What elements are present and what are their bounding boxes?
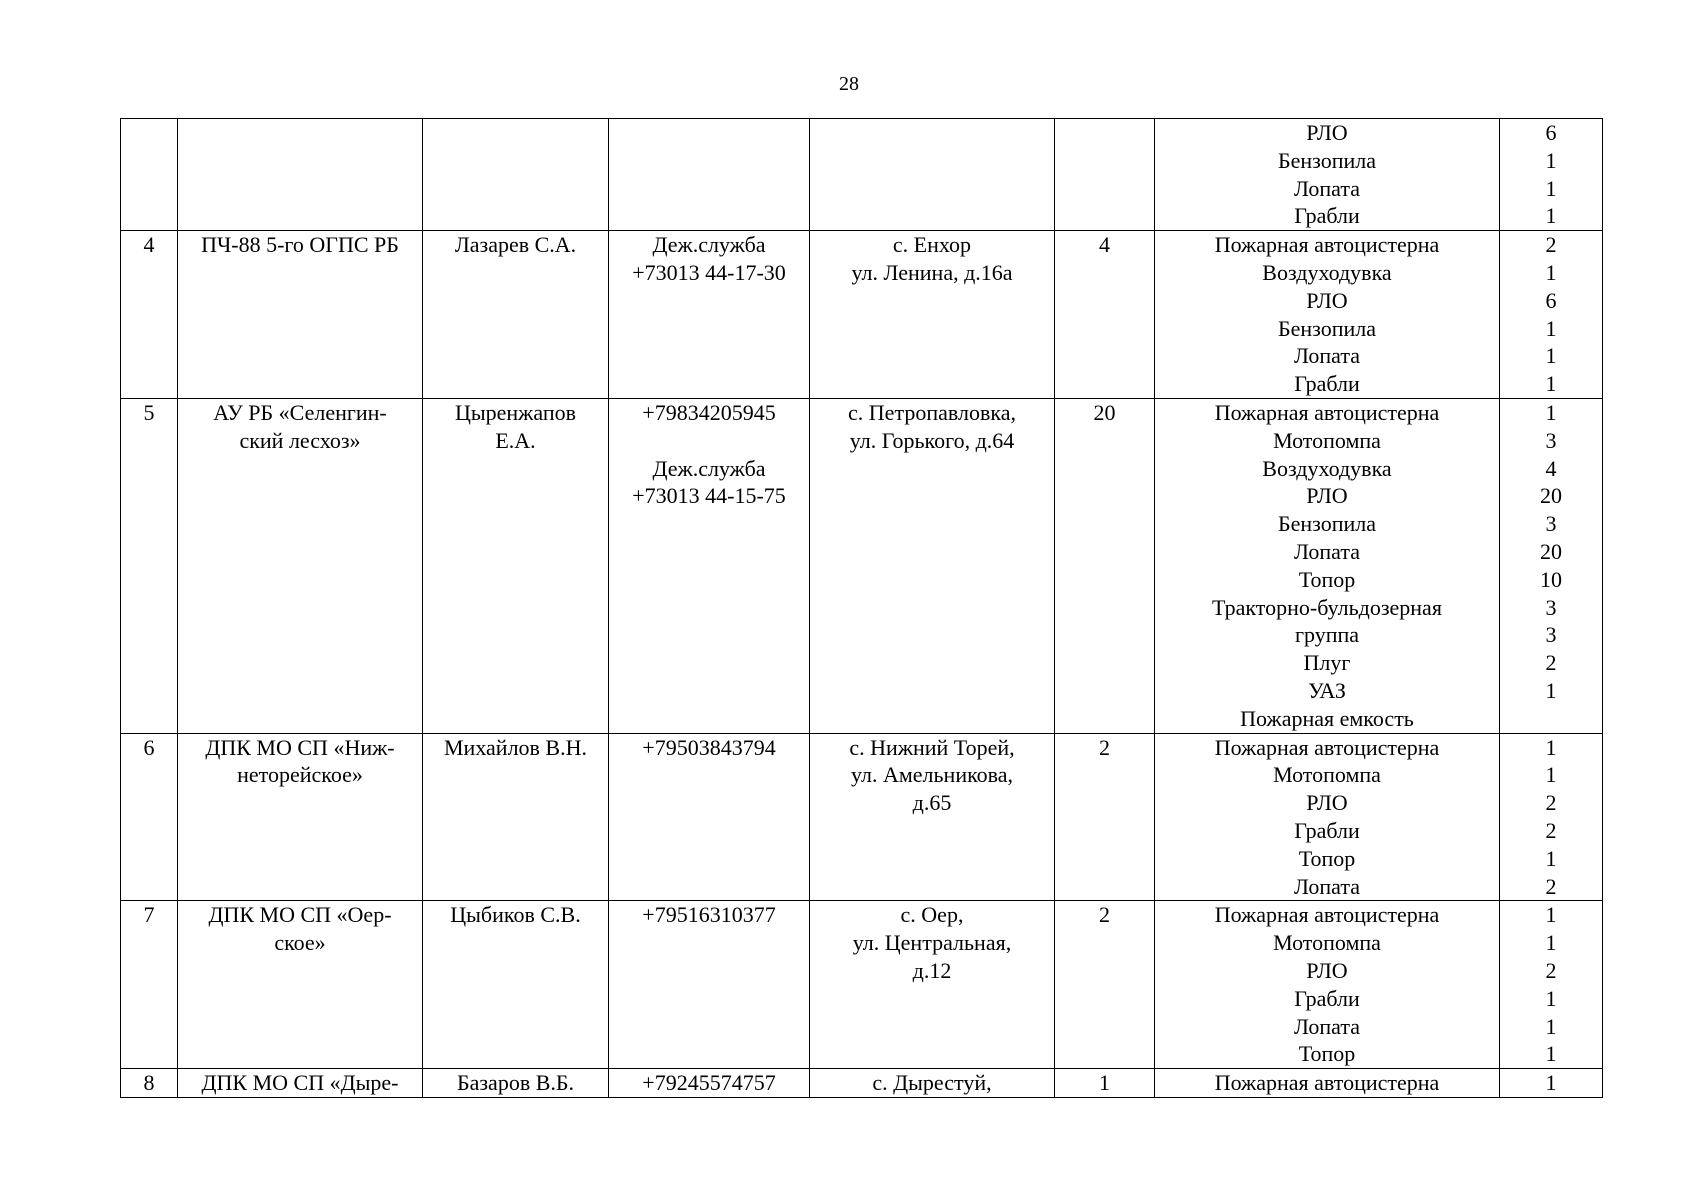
- head-name-cell: [423, 398, 609, 733]
- cell-line: Топор: [1298, 845, 1356, 871]
- cell-line: с. Петропавловка,: [848, 399, 1016, 425]
- equipment-cell: [1155, 1069, 1500, 1098]
- cell-value: 8: [143, 1070, 155, 1096]
- cell-line: 3: [1545, 511, 1557, 537]
- cell-line: 1: [1545, 902, 1557, 928]
- cell-line: РЛО: [1306, 790, 1348, 816]
- cell-line: ДПК МО СП «Ниж-: [205, 734, 395, 760]
- cell-line: Пожарная емкость: [1240, 705, 1414, 731]
- row-number-cell: [121, 1069, 178, 1098]
- cell-line: 2: [1545, 873, 1557, 899]
- cell-line: 1: [1545, 930, 1557, 956]
- cell-value: 2: [1099, 902, 1110, 928]
- head-name-cell: [423, 733, 609, 901]
- cell-line: неторейское»: [237, 762, 363, 788]
- quantity-cell: [1500, 733, 1603, 901]
- organization-cell: [178, 1069, 423, 1098]
- cell-line: АУ РБ «Селенгин-: [213, 399, 387, 425]
- phone-cell: [609, 119, 810, 231]
- cell-value: 20: [1093, 399, 1116, 425]
- address-cell: [810, 398, 1055, 733]
- cell-line: группа: [1294, 622, 1360, 648]
- cell-line: Пожарная автоцистерна: [1214, 399, 1440, 425]
- cell-line: ПЧ-88 5-го ОГПС РБ: [201, 232, 399, 258]
- table-row: [121, 733, 1603, 901]
- cell-line: Деж.служба: [652, 232, 766, 258]
- cell-line: 1: [1545, 1070, 1557, 1096]
- personnel-count-cell: [1055, 733, 1155, 901]
- table-row: [121, 231, 1603, 399]
- cell-line: УАЗ: [1308, 677, 1346, 703]
- equipment-cell: [1155, 231, 1500, 399]
- address-cell: [810, 231, 1055, 399]
- cell-line: 1: [1545, 371, 1557, 397]
- cell-line: Пожарная автоцистерна: [1214, 1070, 1440, 1096]
- cell-value: 4: [143, 232, 155, 258]
- cell-line: 1: [1545, 1041, 1557, 1067]
- cell-line: Михайлов В.Н.: [443, 734, 587, 760]
- phone-cell: [609, 1069, 810, 1098]
- cell-line: Лопата: [1294, 343, 1360, 369]
- cell-line: Мотопомпа: [1273, 427, 1381, 453]
- cell-line: +73013 44-17-30: [632, 259, 786, 285]
- cell-line: 2: [1545, 957, 1557, 983]
- cell-line: 1: [1545, 315, 1557, 341]
- quantity-cell: [1500, 901, 1603, 1069]
- cell-line: ское»: [274, 930, 326, 956]
- cell-line: д.65: [912, 790, 952, 816]
- cell-line: Базаров В.Б.: [456, 1070, 575, 1096]
- cell-line: ул. Амельникова,: [850, 762, 1014, 788]
- cell-line: 2: [1545, 790, 1557, 816]
- cell-line: Грабли: [1294, 817, 1360, 843]
- cell-line: 6: [1545, 287, 1557, 313]
- cell-line: Лопата: [1294, 175, 1360, 201]
- personnel-count-cell: [1055, 398, 1155, 733]
- personnel-count-cell: [1055, 1069, 1155, 1098]
- table-row: [121, 398, 1603, 733]
- cell-value: 1: [1099, 1070, 1110, 1096]
- phone-cell: [609, 901, 810, 1069]
- cell-line: 3: [1545, 427, 1557, 453]
- phone-cell: [609, 398, 810, 733]
- cell-value: [124, 119, 174, 147]
- cell-line: Е.А.: [495, 427, 536, 453]
- cell-line: 1: [1545, 845, 1557, 871]
- cell-line: Цыренжапов: [454, 399, 577, 425]
- cell-value: 6: [143, 734, 155, 760]
- address-cell: [810, 119, 1055, 231]
- row-number-cell: [121, 901, 178, 1069]
- address-cell: [810, 1069, 1055, 1098]
- cell-line: Пожарная автоцистерна: [1214, 902, 1440, 928]
- cell-value: 5: [143, 399, 155, 425]
- cell-line: +79516310377: [642, 902, 776, 928]
- cell-line: Бензопила: [1277, 511, 1377, 537]
- personnel-count-cell: [1055, 901, 1155, 1069]
- row-number-cell: [121, 231, 178, 399]
- head-name-cell: [423, 1069, 609, 1098]
- cell-line: Лопата: [1294, 873, 1360, 899]
- cell-line: 1: [1545, 1013, 1557, 1039]
- cell-line: Лопата: [1294, 1013, 1360, 1039]
- cell-line: 1: [1545, 203, 1557, 229]
- cell-line: Плуг: [1303, 650, 1351, 676]
- table-row: [121, 1069, 1603, 1098]
- cell-value: 4: [1099, 232, 1110, 258]
- cell-line: [1503, 705, 1599, 733]
- organization-cell: [178, 231, 423, 399]
- cell-line: 2: [1545, 650, 1557, 676]
- cell-line: РЛО: [1306, 957, 1348, 983]
- cell-line: 1: [1545, 734, 1557, 760]
- cell-line: 1: [1545, 343, 1557, 369]
- cell-line: 3: [1545, 594, 1557, 620]
- cell-line: 1: [1545, 259, 1557, 285]
- head-name-cell: [423, 901, 609, 1069]
- cell-line: 1: [1545, 762, 1557, 788]
- personnel-count-cell: [1055, 119, 1155, 231]
- quantity-cell: [1500, 398, 1603, 733]
- cell-line: [612, 427, 806, 455]
- cell-line: 20: [1540, 538, 1562, 564]
- cell-line: ский лесхоз»: [239, 427, 361, 453]
- cell-line: ул. Ленина, д.16а: [851, 259, 1013, 285]
- address-cell: [810, 901, 1055, 1069]
- cell-line: д.12: [912, 957, 952, 983]
- cell-line: +73013 44-15-75: [632, 483, 786, 509]
- equipment-cell: [1155, 733, 1500, 901]
- cell-line: Топор: [1298, 566, 1356, 592]
- cell-line: Пожарная автоцистерна: [1214, 232, 1440, 258]
- cell-line: 4: [1545, 455, 1557, 481]
- cell-value: [1058, 119, 1151, 147]
- cell-line: Мотопомпа: [1273, 930, 1381, 956]
- cell-line: Деж.служба: [652, 455, 766, 481]
- organization-cell: [178, 901, 423, 1069]
- cell-line: Топор: [1298, 1041, 1356, 1067]
- cell-line: +79503843794: [642, 734, 776, 760]
- quantity-cell: [1500, 119, 1603, 231]
- cell-line: Пожарная автоцистерна: [1214, 734, 1440, 760]
- page-number: 28: [839, 73, 859, 95]
- head-name-cell: [423, 231, 609, 399]
- phone-cell: [609, 733, 810, 901]
- organization-cell: [178, 398, 423, 733]
- cell-line: 20: [1540, 483, 1562, 509]
- cell-line: ДПК МО СП «Дыре-: [201, 1070, 399, 1096]
- cell-line: Воздуходувка: [1262, 259, 1392, 285]
- cell-line: с. Дырестуй,: [872, 1070, 992, 1096]
- cell-line: 1: [1545, 147, 1557, 173]
- cell-line: 2: [1545, 817, 1557, 843]
- cell-line: +79245574757: [642, 1070, 776, 1096]
- cell-line: 3: [1545, 622, 1557, 648]
- cell-value: 7: [143, 902, 155, 928]
- organization-cell: [178, 733, 423, 901]
- address-cell: [810, 733, 1055, 901]
- cell-line: 1: [1545, 175, 1557, 201]
- cell-line: ДПК МО СП «Оер-: [208, 902, 392, 928]
- head-name-cell: [423, 119, 609, 231]
- cell-line: 6: [1545, 120, 1557, 145]
- cell-line: 1: [1545, 399, 1557, 425]
- equipment-cell: [1155, 901, 1500, 1069]
- cell-line: РЛО: [1306, 483, 1348, 509]
- cell-line: Грабли: [1294, 371, 1360, 397]
- phone-cell: [609, 231, 810, 399]
- cell-line: с. Нижний Торей,: [849, 734, 1015, 760]
- organization-cell: [178, 119, 423, 231]
- cell-line: Воздуходувка: [1262, 455, 1392, 481]
- quantity-cell: [1500, 1069, 1603, 1098]
- table-body: [121, 119, 1603, 1098]
- cell-value: 2: [1099, 734, 1110, 760]
- cell-line: Грабли: [1294, 985, 1360, 1011]
- cell-line: Мотопомпа: [1273, 762, 1381, 788]
- row-number-cell: [121, 398, 178, 733]
- row-number-cell: [121, 733, 178, 901]
- cell-line: РЛО: [1306, 287, 1348, 313]
- cell-line: Грабли: [1294, 203, 1360, 229]
- cell-line: Бензопила: [1277, 147, 1377, 173]
- quantity-cell: [1500, 231, 1603, 399]
- cell-line: +79834205945: [642, 399, 776, 425]
- cell-line: РЛО: [1306, 120, 1348, 145]
- cell-line: 1: [1545, 677, 1557, 703]
- cell-line: 10: [1540, 566, 1562, 592]
- row-number-cell: [121, 119, 178, 231]
- cell-line: 1: [1545, 985, 1557, 1011]
- cell-line: ул. Горького, д.64: [849, 427, 1015, 453]
- equipment-table: [120, 118, 1603, 1098]
- equipment-cell: [1155, 398, 1500, 733]
- cell-line: ул. Центральная,: [852, 930, 1012, 956]
- cell-line: Бензопила: [1277, 315, 1377, 341]
- cell-line: Лазарев С.А.: [454, 232, 577, 258]
- cell-line: 2: [1545, 232, 1557, 258]
- personnel-count-cell: [1055, 231, 1155, 399]
- cell-line: Тракторно-бульдозерная: [1212, 594, 1442, 620]
- table-row: [121, 901, 1603, 1069]
- cell-line: с. Оер,: [900, 902, 964, 928]
- cell-line: Цыбиков С.В.: [450, 902, 581, 928]
- table-row: [121, 119, 1603, 231]
- cell-line: Лопата: [1294, 538, 1360, 564]
- cell-line: с. Енхор: [892, 232, 972, 258]
- equipment-cell: [1155, 119, 1500, 231]
